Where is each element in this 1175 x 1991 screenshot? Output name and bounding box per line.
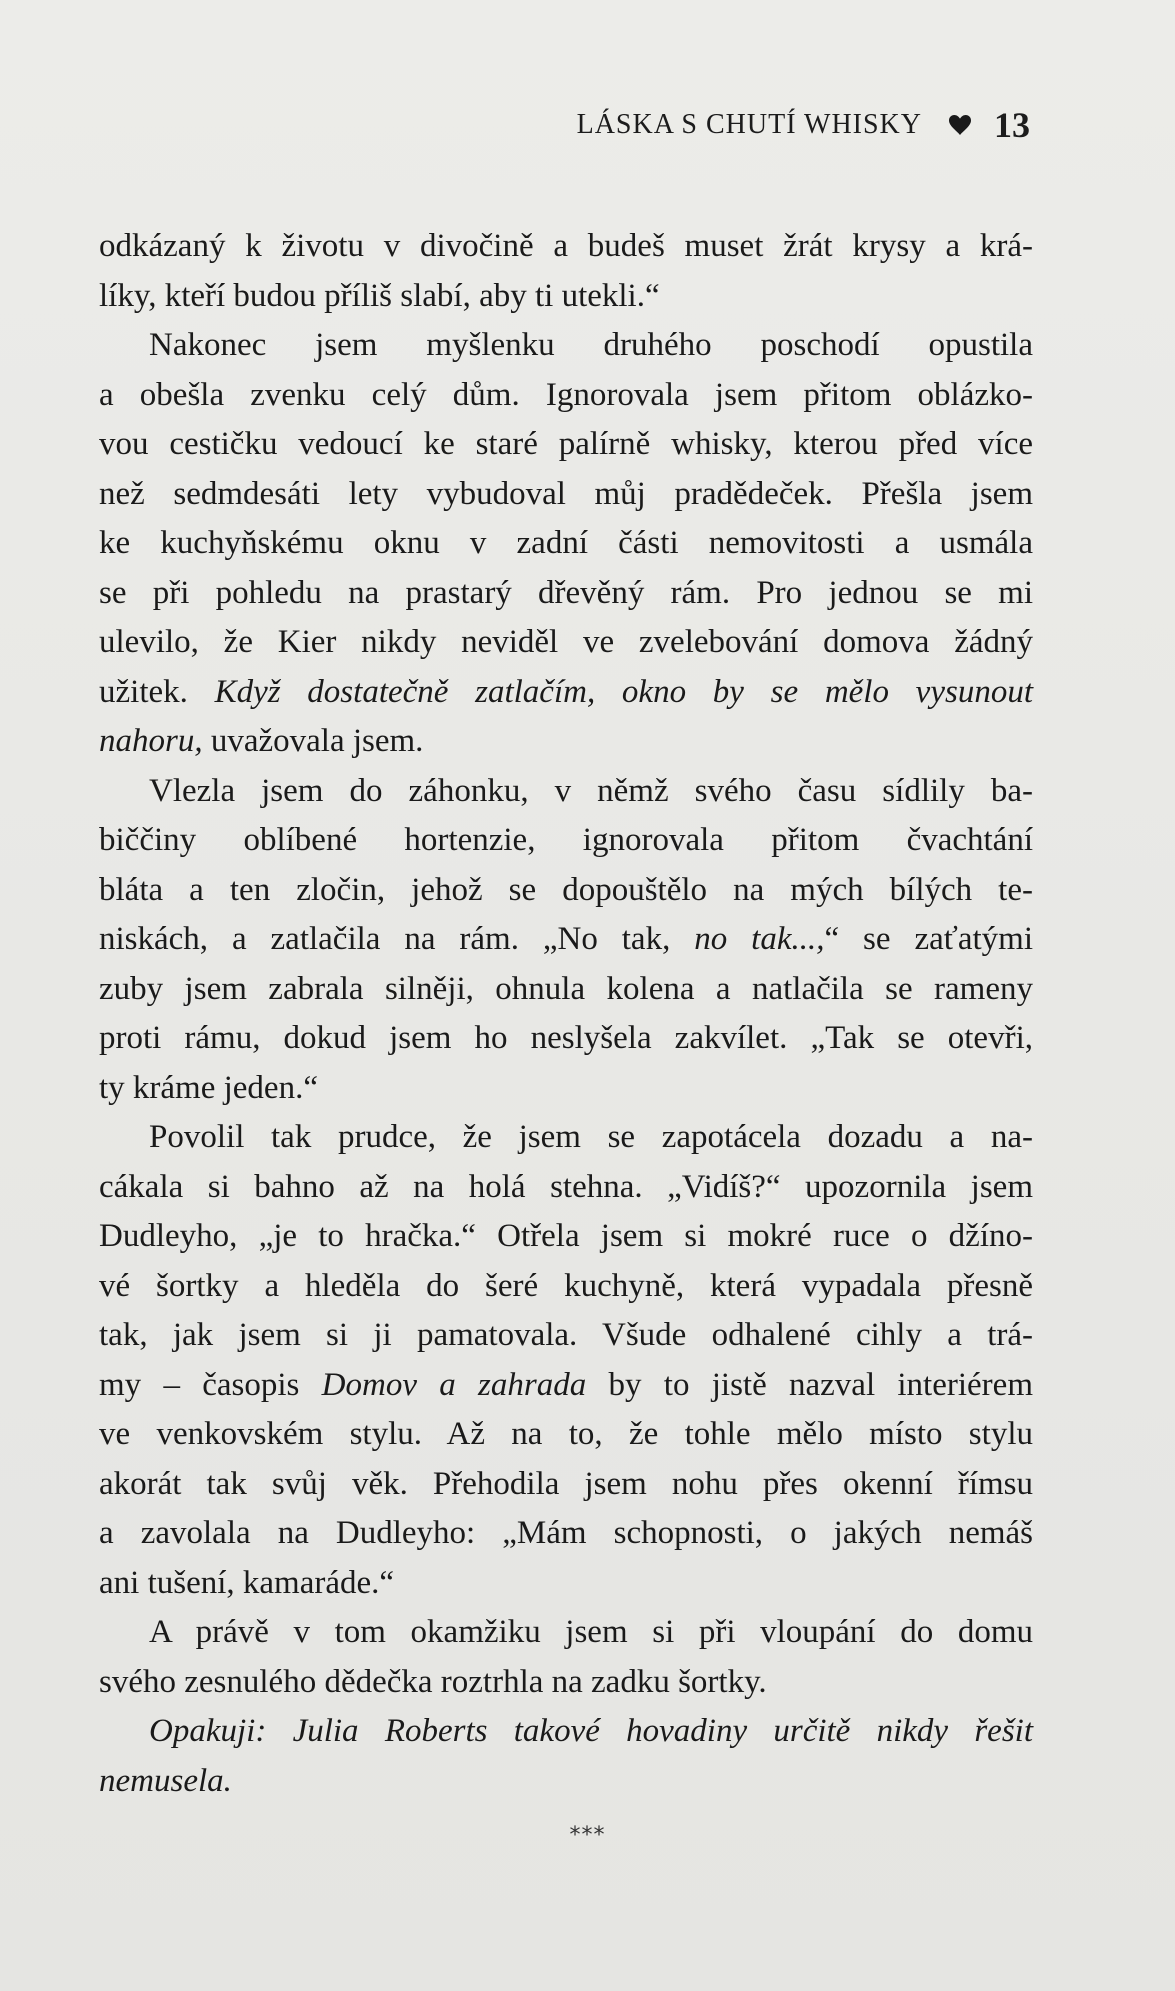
heart-icon [948, 114, 972, 136]
book-title: LÁSKA S CHUTÍ WHISKY [576, 109, 922, 140]
text-line: a obešla zvenku celý dům. Ignorovala jsem přitom oblázko- [99, 376, 1033, 413]
text-line: my – časopis Domov a zahrada by to jistě nazval interiérem [99, 1366, 1033, 1403]
text-line: odkázaný k životu v divočině a budeš muset žrát krysy a krá- [99, 228, 1033, 264]
text-line: vé šortky a hleděla do šeré kuchyně, která vypadala přesně [99, 1267, 1033, 1304]
body-text [99, 222, 1033, 1806]
text-line: Vlezla jsem do záhonku, v němž svého času sídlily ba- [149, 772, 1033, 809]
text-line: ve venkovském stylu. Až na to, že tohle mělo místo stylu [99, 1416, 1033, 1452]
text-line: ty kráme jeden.“ [99, 1069, 318, 1106]
text-line: ani tušení, kamaráde.“ [99, 1564, 395, 1601]
text-line: bláta a ten zločin, jehož se dopouštělo na mých bílých te- [99, 871, 1033, 908]
text-line: proti rámu, dokud jsem ho neslyšela zakvílet. „Tak se otevři, [99, 1020, 1033, 1056]
text-line: nahoru, uvažovala jsem. [99, 723, 424, 759]
text-line: Opakuji: Julia Roberts takové hovadiny určitě nikdy řešit [149, 1713, 1033, 1749]
text-line: než sedmdesáti lety vybudoval můj pradědeček. Přešla jsem [99, 475, 1033, 512]
text-line: zuby jsem zabrala silněji, ohnula kolena a natlačila se rameny [99, 970, 1033, 1007]
text-line: biččiny oblíbené hortenzie, ignorovala přitom čvachtání [99, 822, 1033, 858]
text-line: líky, kteří budou příliš slabí, aby ti utekli.“ [99, 277, 660, 314]
text-line: Povolil tak prudce, že jsem se zapotácela dozadu a na- [149, 1119, 1033, 1155]
text-line: A právě v tom okamžiku jsem si při vloupání do domu [149, 1614, 1033, 1650]
text-line: cákala si bahno až na holá stehna. „Vidíš?“ upozornila jsem [99, 1168, 1033, 1205]
page-number: 13 [994, 105, 1030, 145]
text-line: akorát tak svůj věk. Přehodila jsem nohu přes okenní římsu [99, 1465, 1033, 1502]
text-line: a zavolala na Dudleyho: „Mám schopnosti, o jakých nemáš [99, 1515, 1033, 1551]
text-line: se při pohledu na prastarý dřevěný rám. Pro jednou se mi [99, 574, 1033, 611]
text-line: užitek. Když dostatečně zatlačím, okno by se mělo vysunout [99, 673, 1033, 710]
text-line: vou cestičku vedoucí ke staré palírně whisky, kterou před více [99, 426, 1033, 462]
running-header [577, 104, 1030, 146]
text-line: niskách, a zatlačila na rám. „No tak, no tak...,“ se zaťatými [99, 921, 1033, 957]
text-line: ulevilo, že Kier nikdy neviděl ve zvelebování domova žádný [99, 624, 1033, 660]
text-line: tak, jak jsem si ji pamatovala. Všude odhalené cihly a trá- [99, 1317, 1033, 1353]
text-line: Nakonec jsem myšlenku druhého poschodí opustila [149, 327, 1033, 363]
section-separator: *** [569, 1823, 606, 1848]
text-line: Dudleyho, „je to hračka.“ Otřela jsem si mokré ruce o džíno- [99, 1218, 1033, 1254]
text-line: svého zesnulého dědečka roztrhla na zadku šortky. [99, 1663, 767, 1700]
text-line: nemusela. [99, 1762, 232, 1799]
text-line: ke kuchyňskému oknu v zadní části nemovitosti a usmála [99, 525, 1033, 561]
